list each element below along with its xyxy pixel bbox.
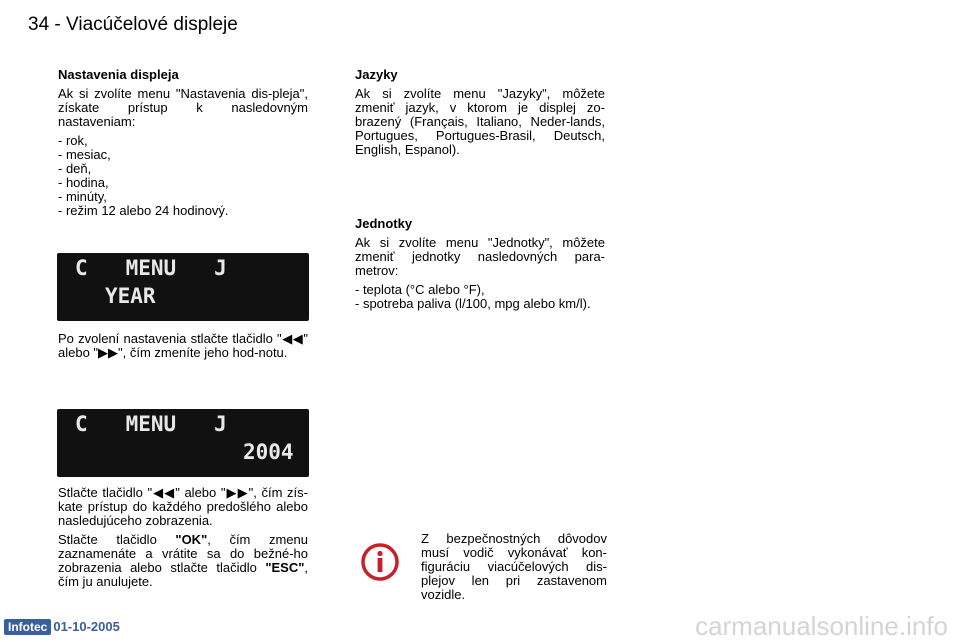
list-item: - rok, <box>58 133 88 148</box>
confirm-text-part: Stlačte tlačidlo <box>58 532 176 547</box>
lcd-display-2004 <box>57 409 309 477</box>
display-settings-list <box>58 134 308 218</box>
lcd-value-line: YEAR <box>105 284 156 308</box>
safety-note-text: Z bezpečnostných dôvodov musí vodič vykonávať kon-figuráciu viacúčelových dis-plejov len pri zastavenom vozidle. <box>421 531 607 602</box>
languages-text: Ak si zvolíte menu "Jazyky", môžete zmeniť jazyk, v ktorom je displej zo-brazený (Français, Italiano, Neder-lands, Portugues, Portugues-Brasil, Deutsch, English, Espanol). <box>355 86 605 157</box>
info-icon <box>360 542 400 587</box>
confirm-text-part: , čím zmenu zaznamenáte a vrátite sa do bežné-ho zobrazenia alebo stlačte tlačidlo <box>58 532 308 575</box>
display-settings-section <box>58 68 308 218</box>
safety-note <box>355 532 607 602</box>
display-settings-heading: Nastavenia displeja <box>58 67 179 82</box>
infotec-logo: Infotec <box>4 619 51 635</box>
navigation-section <box>58 486 308 594</box>
list-item: - minúty, <box>58 189 107 204</box>
languages-heading: Jazyky <box>355 67 398 82</box>
ok-label: "OK" <box>175 532 208 547</box>
navigation-text: Stlačte tlačidlo "◀◀" alebo "▶▶", čím zís-kate prístup do každého predošlého alebo nasledujúceho zobrazenia. <box>58 485 308 528</box>
change-value-section <box>58 332 308 365</box>
units-text: Ak si zvolíte menu "Jednotky", môžete zmeniť jednotky nasledovných para-metrov: <box>355 235 605 278</box>
footer-date: 01-10-2005 <box>53 619 120 635</box>
esc-label: "ESC" <box>265 560 305 575</box>
watermark: carmanualsonline.info <box>695 611 948 641</box>
page-title: 34 - Viacúčelové displeje <box>28 14 238 35</box>
list-item: - spotreba paliva (l/100, mpg alebo km/l). <box>355 296 591 311</box>
confirm-text <box>58 533 308 589</box>
confirm-text-part: , čím ju anulujete. <box>58 560 308 589</box>
lcd-display-year <box>57 253 309 321</box>
list-item: - mesiac, <box>58 147 111 162</box>
lcd-menu-line: C MENU J <box>75 256 227 280</box>
units-section <box>355 217 605 311</box>
change-value-text: Po zvolení nastavenia stlačte tlačidlo "◀◀" alebo "▶▶", čím zmeníte jeho hod-notu. <box>58 331 308 360</box>
list-item: - teplota (°C alebo °F), <box>355 282 485 297</box>
list-item: - hodina, <box>58 175 109 190</box>
units-heading: Jednotky <box>355 216 413 231</box>
display-settings-intro: Ak si zvolíte menu "Nastavenia dis-pleja", získate prístup k nasledovným nastaveniam: <box>58 86 308 129</box>
units-list <box>355 283 605 311</box>
lcd-value-line: 2004 <box>243 440 294 464</box>
list-item: - režim 12 alebo 24 hodinový. <box>58 203 229 218</box>
languages-section <box>355 68 605 162</box>
lcd-menu-line: C MENU J <box>75 412 227 436</box>
list-item: - deň, <box>58 161 92 176</box>
footer <box>4 618 120 636</box>
